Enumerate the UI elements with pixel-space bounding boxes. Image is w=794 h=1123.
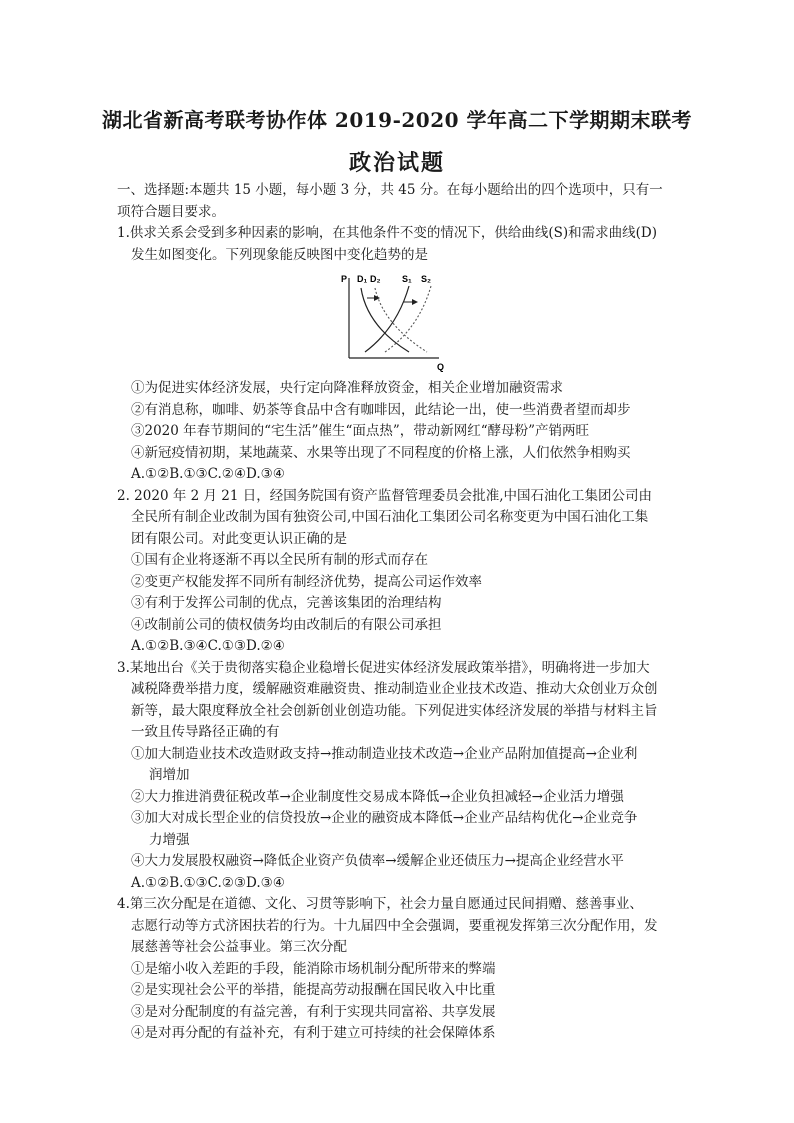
q4-option: ②是实现社会公平的举措，能提高劳动报酬在国民收入中比重 [131,982,496,998]
q1-answer-choices: A.①②B.①③C.②④D.③④ [131,466,285,482]
curve-label-s2: S₂ [421,274,432,284]
q1-option: ①为促进实体经济发展，央行定向降准释放资金，相关企业增加融资需求 [131,380,563,396]
axis-label-p: P [341,274,348,284]
q3-answer-choices: A.①②B.①③C.②③D.③④ [131,874,285,891]
q3-option: ③加大对成长型企业的信贷投放→企业的融资成本降低→企业产品结构优化→企业竞争 [131,810,638,826]
section-instruction-line: 项符合题目要求。 [117,203,225,220]
supply-demand-figure [117,266,687,378]
q4-stem: 4.第三次分配是在道德、文化、习贯等影响下，社会力量自愿通过民间捐赠、慈善事业、 [117,896,643,912]
q4-option: ④是对再分配的有益补充，有利于建立可持续的社会保障体系 [131,1025,496,1041]
q2-option: ②变更产权能发挥不同所有制经济优势，提高公司运作效率 [131,573,482,590]
q1-stem: 发生如图变化。下列现象能反映图中变化趋势的是 [131,246,428,263]
q1-stem: 1.供求关系会受到多种因素的影响，在其他条件不变的情况下，供给曲线(S)和需求曲线(D) [117,225,658,241]
q3-option: ①加大制造业技术改造财政支持→推动制造业技术改造→企业产品附加值提高→企业利 [131,745,638,762]
q4-stem: 展慈善等社会公益事业。第三次分配 [131,939,347,955]
q2-answer-choices: A.①②B.③④C.①③D.②④ [131,638,285,654]
q3-stem: 新等，最大限度释放全社会创新创业创造功能。下列促进实体经济发展的举措与材料主旨 [131,702,658,719]
q4-option: ①是缩小收入差距的手段，能消除市场机制分配所带来的弊端 [131,960,496,977]
exam-content [117,180,687,1045]
axis-label-q: Q [437,362,445,372]
q2-stem: 2. 2020 年 2 月 21 日，经国务院国有资产监督管理委员会批准,中国石油化工集团公司由 [117,487,653,504]
demand-curve-d2 [375,288,427,352]
q4-option: ③是对分配制度的有益完善，有利于实现共同富裕、共享发展 [131,1003,496,1020]
supply-demand-graph [339,266,449,374]
q2-option: ①国有企业将逐渐不再以全民所有制的形式而存在 [131,552,428,568]
section-instruction-line: 一、选择题:本题共 15 小题，每小题 3 分，共 45 分。在每小题给出的四个选项中，只有一 [117,182,663,198]
q2-option: ④改制前公司的债权债务均由改制后的有限公司承担 [131,616,442,633]
q2-stem: 团有限公司。对此变更认识正确的是 [131,530,347,547]
q4-stem: 志愿行动等方式济困扶若的行为。十九届四中全会强调，要重视发挥第三次分配作用，发 [131,917,658,934]
q3-stem: 3.某地出台《关于贵彻落实稳企业稳增长促进实体经济发展政策举措》，明确将进一步加大 [117,659,650,676]
q3-option: ④大力发展股权融资→降低企业资产负债率→缓解企业还债压力→提高企业经营水平 [131,853,624,869]
q3-option: ②大力推进消费征税改革→企业制度性交易成本降低→企业负担减轻→企业活力增强 [131,788,624,805]
q1-option: ④新冠疫情初期，某地蔬菜、水果等出现了不同程度的价格上涨，人们依然争相购买 [131,444,631,461]
q3-option: 润增加 [149,767,190,783]
q3-stem: 一致且传导路径正确的有 [131,724,280,740]
q2-option: ③有利于发挥公司制的优点，完善该集团的治理结构 [131,595,442,611]
q3-option: 力增强 [149,831,190,848]
q1-option: ②有消息称，咖啡、奶茶等食品中含有咖啡因，此结论一出，使一些消费者望而却步 [131,401,631,418]
page-subtitle: 政治试题 [348,150,445,176]
q1-option: ③2020 年春节期间的“宅生活”催生“面点热”，带动新网红“酵母粉”产销两旺 [131,423,590,439]
supply-curve-s1 [365,286,409,352]
supply-curve-s2 [385,286,431,352]
curve-label-s1: S₁ [402,274,412,284]
curve-label-d1: D₁ [357,274,368,284]
q3-stem: 减税降费举措力度，缓解融资难融资贵、推动制造业企业技术改造、推动大众创业万众创 [131,681,658,697]
q2-stem: 全民所有制企业改制为国有独资公司,中国石油化工集团公司名称变更为中国石油化工集 [131,509,649,525]
curve-label-d2: D₂ [370,274,381,284]
page-title: 湖北省新高考联考协作体 2019-2020 学年高二下学期期末联考 [101,108,693,132]
